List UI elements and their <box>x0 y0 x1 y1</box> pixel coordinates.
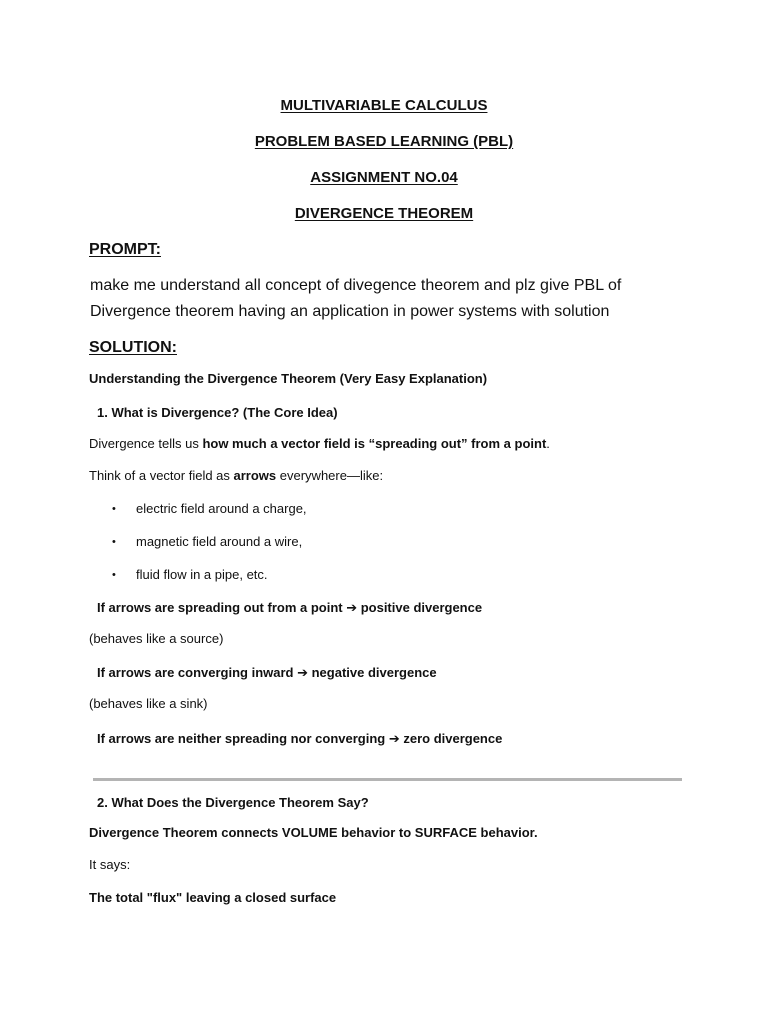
definition-prefix: Divergence tells us <box>89 436 203 451</box>
topic-title: DIVERGENCE THEOREM <box>294 205 474 222</box>
bullet-marker: • <box>112 536 116 548</box>
it-says-text: It says: <box>89 857 131 872</box>
section-2-title: 2. What Does the Divergence Theorem Say? <box>97 795 369 810</box>
bullet-item: magnetic field around a wire, <box>136 534 303 549</box>
source-note: (behaves like a source) <box>89 631 224 646</box>
sink-note: (behaves like a sink) <box>89 696 208 711</box>
positive-divergence-case: If arrows are spreading out from a point ➔ positive divergence <box>97 600 483 615</box>
description-suffix: everywhere—like: <box>276 468 384 483</box>
bullet-item: electric field around a charge, <box>136 501 307 516</box>
prompt-line-1: make me understand all concept of divegence theorem and plz give PBL of <box>90 277 622 294</box>
section-1-title: 1. What is Divergence? (The Core Idea) <box>97 405 338 420</box>
description-bold: arrows <box>233 468 277 483</box>
divergence-definition <box>89 436 550 451</box>
zero-divergence-case: If arrows are neither spreading nor converging ➔ zero divergence <box>97 731 503 746</box>
theorem-statement: Divergence Theorem connects VOLUME behavior to SURFACE behavior. <box>89 825 538 840</box>
bullet-item: fluid flow in a pipe, etc. <box>136 567 268 582</box>
solution-intro-title: Understanding the Divergence Theorem (Very Easy Explanation) <box>89 371 488 386</box>
description-prefix: Think of a vector field as <box>89 468 234 483</box>
solution-heading: SOLUTION: <box>89 339 177 356</box>
definition-bold: how much a vector field is “spreading out” from a point <box>202 436 547 451</box>
bullet-marker: • <box>112 569 116 581</box>
vector-field-description <box>89 468 383 483</box>
definition-suffix: . <box>546 436 550 451</box>
negative-divergence-case: If arrows are converging inward ➔ negative divergence <box>97 665 437 680</box>
horizontal-divider <box>93 778 682 781</box>
program-title: PROBLEM BASED LEARNING (PBL) <box>254 133 514 150</box>
prompt-heading: PROMPT: <box>89 241 161 258</box>
prompt-line-2: Divergence theorem having an application in power systems with solution <box>90 303 610 320</box>
assignment-title: ASSIGNMENT NO.04 <box>310 169 458 186</box>
bullet-marker: • <box>112 503 116 515</box>
flux-statement: The total "flux" leaving a closed surface <box>89 890 337 905</box>
course-title: MULTIVARIABLE CALCULUS <box>280 97 488 114</box>
